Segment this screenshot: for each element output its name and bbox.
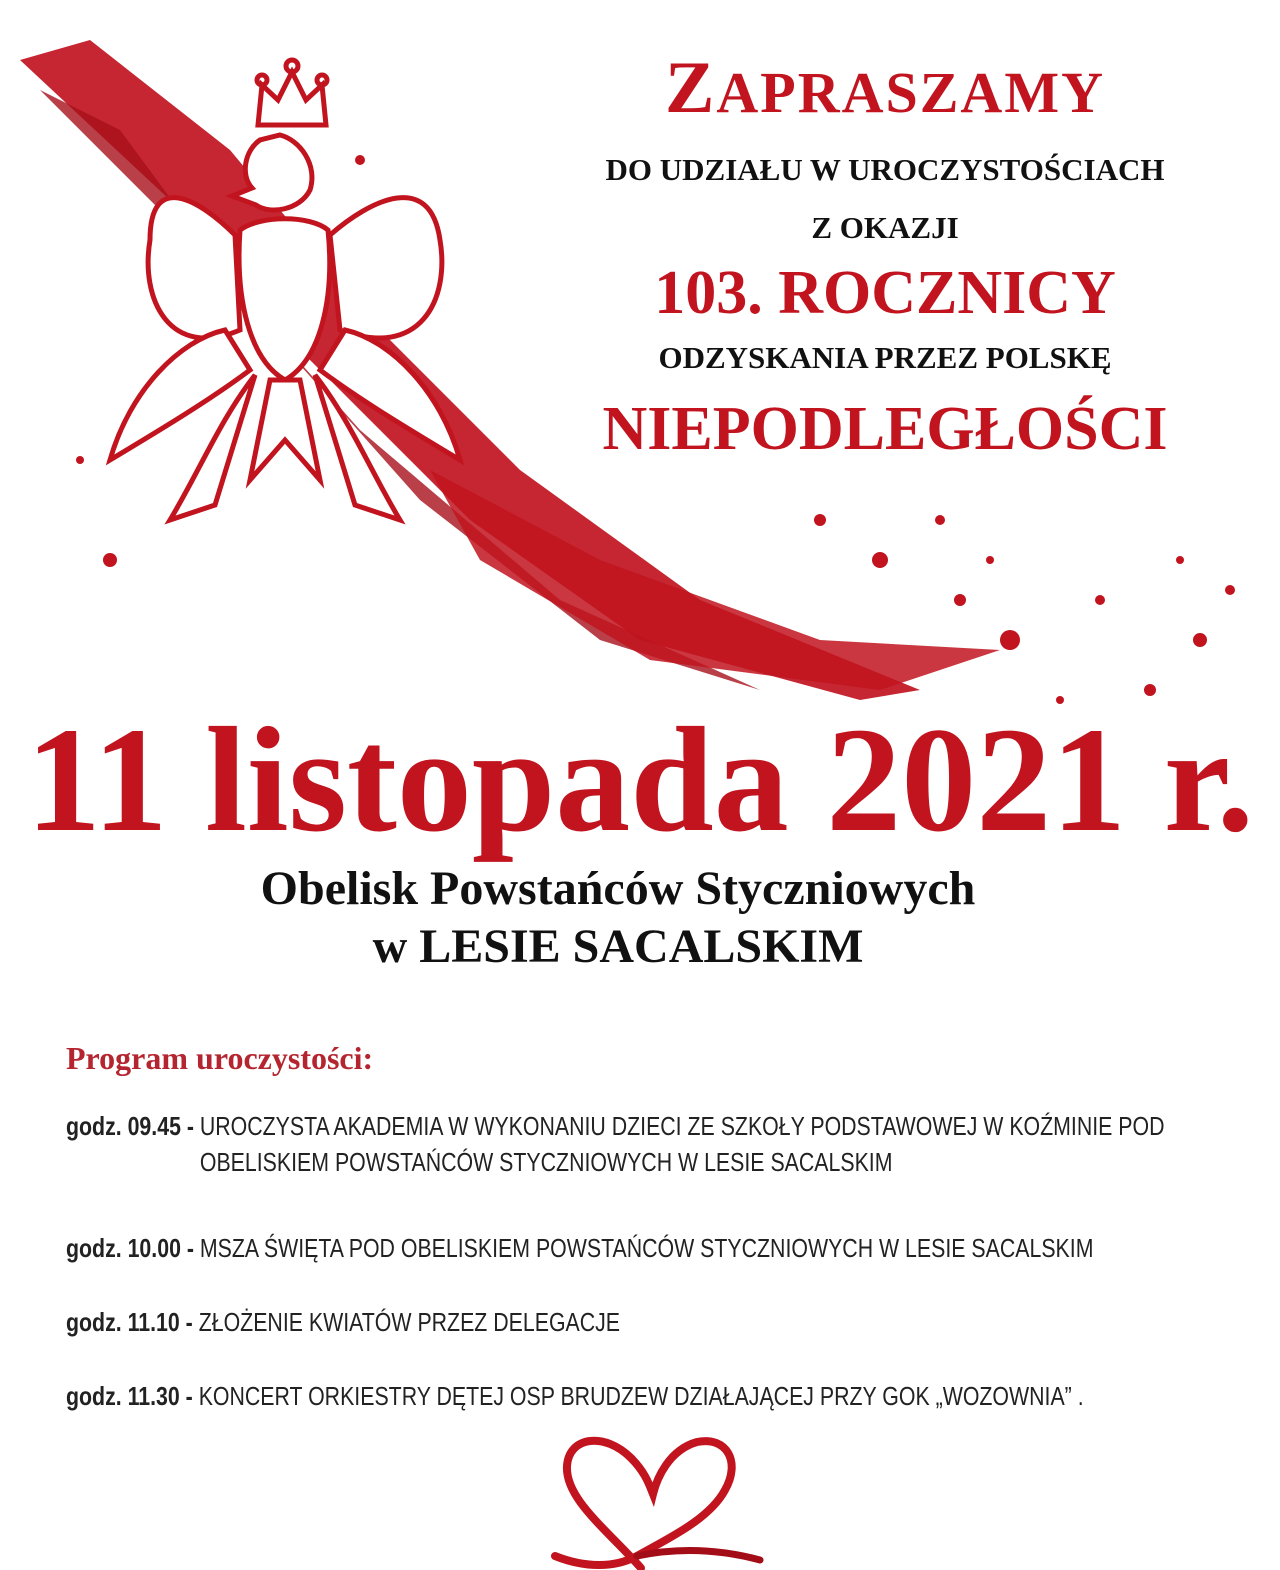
- heart-ribbon-icon: [545, 1428, 765, 1570]
- program-item-time: godz. 09.45: [66, 1111, 181, 1141]
- invitation-line-2: DO UDZIAŁU W UROCZYSTOŚCIACH: [605, 152, 1165, 187]
- invitation-title-rest: APRASZAMY: [716, 60, 1105, 125]
- program-item: godz. 09.45 - UROCZYSTA AKADEMIA W WYKONANIU DZIECI ZE SZKOŁY PODSTAWOWEJ W KOŹMINIE POD OBELISKIEM POWSTAŃCÓW STYCZNIOWYCH W LESIE SACALSKIM: [66, 1108, 1247, 1180]
- program-item-time: godz. 11.30: [66, 1381, 180, 1411]
- program-item: godz. 10.00 - MSZA ŚWIĘTA POD OBELISKIEM POWSTAŃCÓW STYCZNIOWYCH W LESIE SACALSKIM: [66, 1230, 1247, 1266]
- program-item-time: godz. 10.00: [66, 1233, 181, 1263]
- location-line-2: w LESIE SACALSKIM: [372, 920, 864, 973]
- program-item-text: MSZA ŚWIĘTA POD OBELISKIEM POWSTAŃCÓW STYCZNIOWYCH W LESIE SACALSKIM: [199, 1233, 1094, 1263]
- program-item: godz. 11.30 - KONCERT ORKIESTRY DĘTEJ OSP BRUDZEW DZIAŁAJĄCEJ PRZY GOK „WOZOWNIA” .: [66, 1378, 1247, 1414]
- anniversary-heading: 103. ROCZNICY: [654, 259, 1116, 327]
- invitation-line-5: ODZYSKANIA PRZEZ POLSKĘ: [658, 340, 1112, 375]
- independence-heading: NIEPODLEGŁOŚCI: [602, 395, 1168, 463]
- program-item-text: ZŁOŻENIE KWIATÓW PRZEZ DELEGACJE: [198, 1307, 621, 1337]
- invitation-title: [520, 40, 1250, 141]
- location-line-1: Obelisk Powstańców Styczniowych: [260, 862, 976, 915]
- program-title: Program uroczystości:: [66, 1040, 374, 1076]
- invitation-header: [520, 40, 1250, 471]
- event-date: 11 listopada 2021 r.: [25, 697, 1255, 863]
- program-item-time: godz. 11.10: [66, 1307, 180, 1337]
- invitation-title-cap: Z: [665, 47, 717, 129]
- invitation-line-3: Z OKAZJI: [811, 210, 959, 245]
- program-item: godz. 11.10 - ZŁOŻENIE KWIATÓW PRZEZ DELEGACJE: [66, 1304, 1247, 1340]
- program-item-text: KONCERT ORKIESTRY DĘTEJ OSP BRUDZEW DZIAŁAJĄCEJ PRZY GOK „WOZOWNIA” .: [198, 1381, 1084, 1411]
- event-location: [0, 860, 1236, 976]
- program-item-text: UROCZYSTA AKADEMIA W WYKONANIU DZIECI ZE SZKOŁY PODSTAWOWEJ W KOŹMINIE POD OBELISKIEM POWSTAŃCÓW STYCZNIOWYCH W LESIE SACALSKIM: [199, 1111, 1165, 1177]
